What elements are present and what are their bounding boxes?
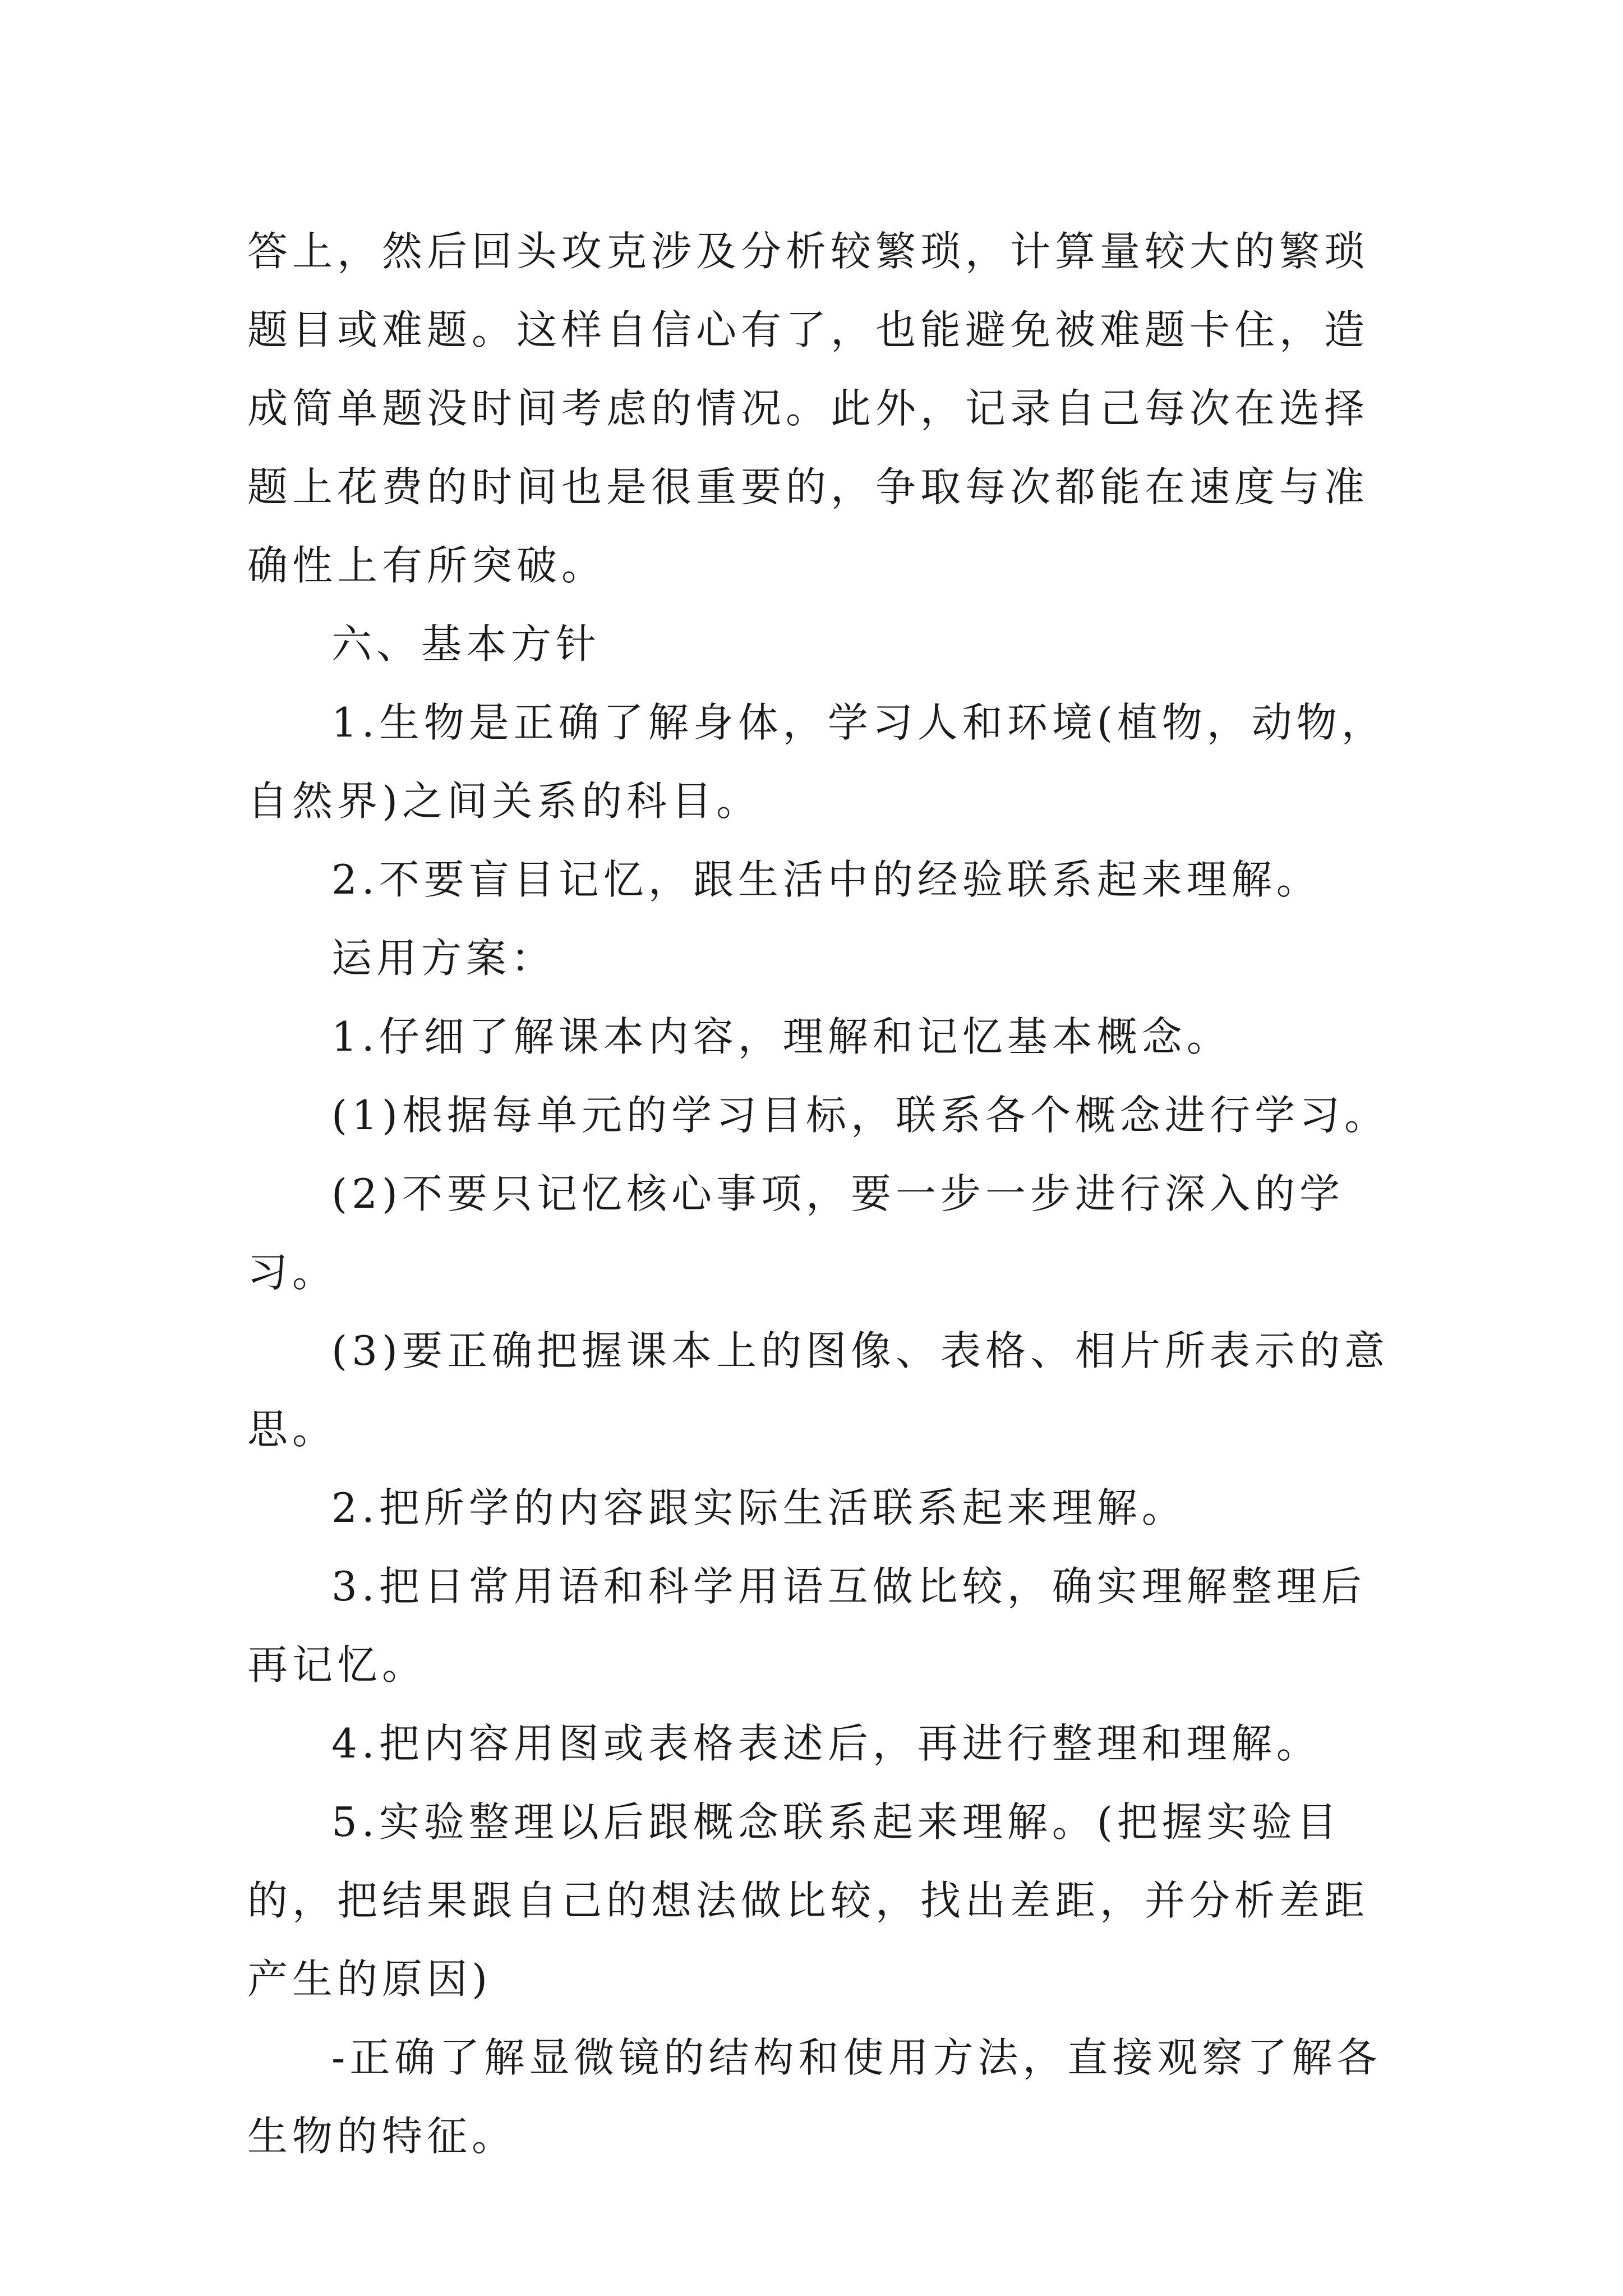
plan-item-1: 1.仔细了解课本内容，理解和记忆基本概念。 xyxy=(331,1013,1232,1060)
section-heading-basic-policy: 六、基本方针 xyxy=(331,620,601,668)
plan-item-2: 2.把所学的内容跟实际生活联系起来理解。 xyxy=(331,1484,1187,1531)
policy-item-1: 1.生物是正确了解身体，学习人和环境(植物，动物，自然界)之间关系的科目。 xyxy=(247,699,1386,825)
policy-item-2: 2.不要盲目记忆，跟生活中的经验联系起来理解。 xyxy=(331,856,1321,903)
plan-subitem-3: (3)要正确把握课本上的图像、表格、相片所表示的意思。 xyxy=(247,1327,1389,1453)
plan-subitem-1: (1)根据每单元的学习目标，联系各个概念进行学习。 xyxy=(331,1092,1389,1139)
body-text xyxy=(247,212,1391,2175)
paragraph-exam-strategy: 答上，然后回头攻克涉及分析较繁琐，计算量较大的繁琐题目或难题。这样自信心有了，也能避免被难题卡住，造成简单题没时间考虑的情况。此外，记录自己每次在选择题上花费的时间也是很重要的，争取每次都能在速度与准确性上有所突破。 xyxy=(247,228,1370,589)
subheading-application-plan: 运用方案： xyxy=(331,935,556,982)
plan-item-5: 5.实验整理以后跟概念联系起来理解。(把握实验目的，把结果跟自己的想法做比较，找出差距，并分析差距产生的原因) xyxy=(247,1798,1370,2003)
plan-item-3: 3.把日常用语和科学用语互做比较，确实理解整理后再记忆。 xyxy=(247,1563,1366,1688)
plan-item-4: 4.把内容用图或表格表述后，再进行整理和理解。 xyxy=(331,1720,1321,1767)
plan-subitem-2: (2)不要只记忆核心事项，要一步一步进行深入的学习。 xyxy=(247,1170,1344,1296)
plan-item-microscope: -正确了解显微镜的结构和使用方法，直接观察了解各生物的特征。 xyxy=(247,2034,1382,2160)
